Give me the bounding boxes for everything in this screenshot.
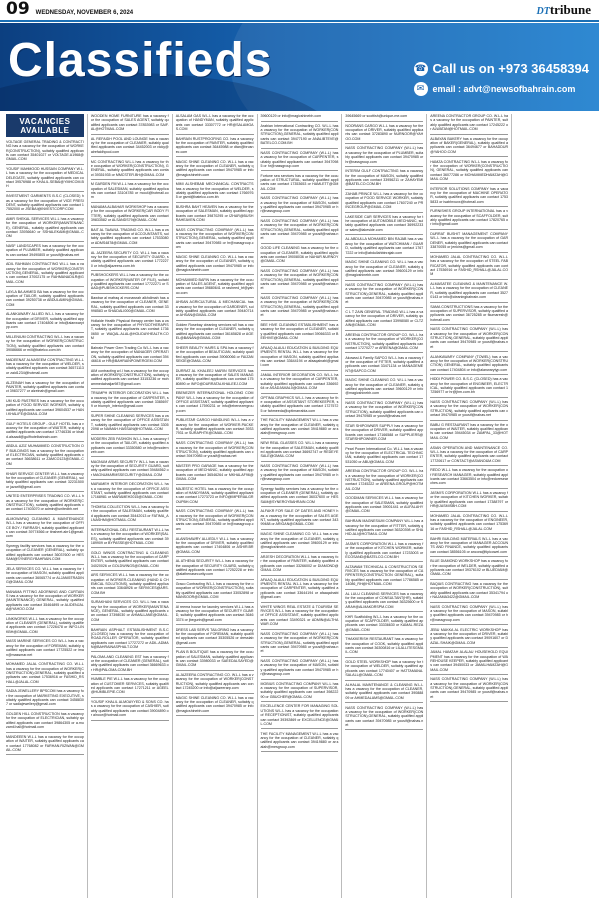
classified-ad: GULF HOTELS GROUP - GULF HOTEL has a vacancy for the occupation of WAITER, suitably qualified applicants can contact 17746336 or khalid.alsaadi@gulfhotelbahrain.com: [6, 422, 84, 443]
classified-ad: ALMASATEE CLEANING & MAINTENANCE W.L.L has a vacancy for the occupation of CLEANER, suitably qualified applicants can contact 35270143 or info@cleaningbahrain.com: [430, 282, 508, 303]
classified-ad: GOLDEN HILL CONSTRUCTION has a vacancy for the occupation of ELECTRICIAN, suitably qualified applicants can contact 39864305 or a.muzamil.hall@hotmail.com: [6, 712, 84, 733]
classified-ad: SAMA CONSTRUCTIONS has a vacancy for the occupation of SUPERVISOR, suitably qualified applicants can contact 36725285 or fkumaresh@hotmail.com: [430, 305, 508, 326]
classified-ad: INTERNATIONAL DELI RESTAURANT W.L.L has a vacancy for the occupation of WORKER(SALES), suitably qualified applicants can contact 39189909 or BYPASSE@HOTMAIL.COM: [91, 528, 169, 549]
classified-ad: GOODMAN SERVICES W.L.L has a vacancy for the occupation of SALESMAN, suitably qualified applicants can contact 39001441 or ALIFALAHY@GMAIL.COM: [345, 496, 423, 517]
classified-ad: UM KUD PASTRIES has a vacancy for the occupation of FOOD SERVICE WORKER, suitably qualified applicants can contact 39604537 or HANI.KHALIFE@GMAIL.COM: [6, 399, 84, 420]
banner-title: Classifieds: [8, 34, 273, 87]
classified-ad: INTERIOR SOLUTIONS COMPANY has a vacancy for the occupation of MACHINE OPERATOR, suitably qualified applicants can contact 17535833 or isabhrxuxx@hotmail.com: [430, 187, 508, 208]
page-number: 09: [6, 0, 30, 19]
classified-ad: LAKESIDE CAR SERVICES has a vacancy for the occupation of AUTOMOBILE MECHANIC, suitably qualified applicants can contact 36992233 or sales@lakeside.com: [345, 215, 423, 236]
classified-ad: AMIR SHEKAL SERVICES W.L.L has a vacancy for the occupation of WORKER(MAINTENANCE), GENERAL, suitably qualified applicants can contact 33936640 or SSHALEKAMI@GMAIL.COM: [6, 217, 84, 242]
classified-ad: MASS MARINE SERVICES CO W.L.L has a vacancy for the occupation of FOREMAN, suitably qualified applicants can contact 17725522 or iman@massmar.net: [6, 639, 84, 660]
classified-ad: EBENEZER INTERNATIONAL HOLDING COMPANY W.L.L has a vacancy for the occupation of OFFICE ASSISTANT, suitably qualified applicants can contact 17590231 or info@ebenezergroup.com: [176, 391, 254, 416]
classified-ad: BLUE DIAMOND WORKSHOP has a vacancy for the occupation of WELDER, suitably qualified applicants can contact 39376102 or BLUEDIAM@GMAIL.COM: [430, 559, 508, 580]
classified-ad: WHITE WINGS REAL ESTATE & TOURISM SERVICES W.L.L has a vacancy for the occupation of OFFICE ASSISTANT, suitably qualified applicants can contact 33490321 or ADMIN@ALTHAWAR.COM: [261, 605, 339, 630]
classified-ad: MAGIC SHINE CLEANING CO. W.L.L has a vacancy for the occupation of CLEANER, suitably qualified applicants can contact 39470985 or info@magicshinebh.com: [176, 696, 254, 717]
classified-ad: ADIL RAHMAN CONTRACTING W.L.L has a vacancy for the occupation of WORKER(CONSTRUCTION),GENERAL, suitably qualified applicants can contact 37002175 or RAHMANADILR@GMAIL.COM: [6, 262, 84, 287]
classified-ad: MILLENIUM CONTRACTING W.L.L has a vacancy for the occupation of WORKER(CONSTRUCTION), suitably qualified applicants can contact 39086666 or mill@batelco.com.bh: [6, 335, 84, 356]
classified-ad: JAMAL HAMZAH ALALAU HOUSEHOLD EQUIPMENT has a vacancy for the occupation of WAREHOUSE KEEPER, suitably qualified applicants can contact 39450033 or JAMALHAMZAH@GMAIL.COM: [430, 650, 508, 675]
classified-ad: GOLD STEEL WORKSHOP has a vacancy for the occupation of WELDER, suitably qualified applicants can contact 17740407 or HATTAMANA.SALALL@GMAIL.COM: [345, 660, 423, 681]
classified-ad: DURRAT AL KHALEEJ MARIN SERVICES has a vacancy for the occupation of SALES MANAGER, suitably qualified applicants can contact 17580890 or INFO@DURRATALKHALEEJ.COM: [176, 369, 254, 390]
classified-ad: AHSAN AGRICULTURAL & MECHANICAL has a vacancy for the occupation of GARDENER, suitably qualified applicants can contact 39440714 or AHSAN@GMAIL.COM: [176, 300, 254, 321]
classified-ad: NASS CONTRACTING COMPANY (W.L.L) has a vacancy for the occupation of PLUMBER, suitably qualified applicants can contact 39470985 or hr@nassgroup.com: [345, 146, 423, 167]
classified-ad: FURNISHES GROUP INTERNATIONAL has a vacancy for the occupation of SCAFFOLDER, suitably qualified applicants can contact 17820765 or info@gmail.com: [430, 209, 508, 230]
classified-ad: ALANSHAWRY ALLIEDLY W.L.L has a vacancy for the occupation of DRIVER, suitably qualified applicants can contact 17404806 or ASHIR.BR@GMAIL.COM: [176, 537, 254, 558]
classified-ad: DURRAT BUSHIT MANAGEMENT COMPANY W.L.L has a vacancy for the occupation of GARDENER, suitably qualified applicants can contact 33870055 or jenkins@gmail.com: [430, 232, 508, 253]
classified-ad: AFAAQ ALAULI EDUCATION & BUILDING EQUIPMENTS RENTAL W.L.L has a vacancy for the occupation of CARPENTER, suitably qualified applicants can contact 33644194 or afaaqalnabi@gmail.com: [261, 578, 339, 603]
classified-ad: HIDDI POWER CO. B.S.C. (CLOSED) has a vacancy for the occupation of ENGINEER, ELECTRICAL, suitably qualified applicants can contact 17256977 or hr@jhm.com.bh: [430, 377, 508, 398]
classified-ad: HAMZA CONTRACTING W.L.L has a vacancy for the occupation of WORKER(CONSTRUCTION), GENERAL, suitably qualified applicants can contact 36077286 or MOHAMMEDHAMZAH@GMAIL.COM: [430, 160, 508, 185]
classified-ad: MAGIC SHINE CLEANING CO. W.L.L has a vacancy for the occupation of CLEANER, suitably qualified applicants can contact 39600129 or info@magicshinebh.com: [345, 378, 423, 399]
classified-ad: BAIT AL TAAWUL TRADING CO. W.L.L has a vacancy for the occupation of ACCOUNTANTS, suitably qualified applicants can contact 17533080 or ADMS4878@GMAIL.COM: [91, 228, 169, 249]
classified-ad: MAJESTIC HOTEL has a vacancy for the occupation of HANDYMAN, suitably qualified applicants can contact 17273723 or INFO@IMPERIALGROUPBH.COM: [176, 487, 254, 508]
classified-ad: BEE HIVE CLEANING ESTABLISHMENT has a vacancy for the occupation of CLEANER, suitably qualified applicants can contact 39066333 or BEEHIVE@GMAIL.COM: [261, 323, 339, 344]
classified-ad: ALANKAWARY COMPANY (TOWEL) has a vacancy for the occupation of WORKER(CONSTRUCTION) GENERAL, suitably qualified applicants can contact 17404804 or info@alanwarytyp.com: [430, 355, 508, 376]
classified-ad: INTERIM GULF CONTRACTING has a vacancy for the occupation of MASON, suitably qualified applicants can contact 33956211 or ZAHAYEMI@BATELCO.COM.BH: [345, 169, 423, 190]
classified-ad: AFAAQ ALAULI EDUCATION & BUILDING EQUIPMENTS RENTAL W.L.L has a vacancy for the occupation of MASON, suitably qualified applicants can contact 33644194 or afaaqalnabi@gmail.com: [261, 346, 339, 371]
phone-text: Call us on +973 36458394: [432, 61, 589, 76]
classified-ad: AREENA CONTRACTOR GROUP CO. W.L.L has a vacancy for the occupation of PAINTER, suitably qualified applicants can contact 17245222 or ALWATAN@HOTMAIL.COM: [430, 114, 508, 135]
classified-ad: JEBU MAKKA AL ELECTRIC WORKSHOP has a vacancy for the occupation of DRIVER, suitably qualified applicants can contact 39091607 or DAZAL.SHAIK@GMAIL.COM: [430, 628, 508, 649]
classified-ad: ALBAYAN BAKERY has a vacancy for the occupation of BAKER(GENERAL), suitably qualified applicants can contact 36494677 or BAHADDUR@YAHOO.COM: [430, 137, 508, 158]
classified-ad: NASS CONTRACTING COMPANY (W.L.L) has a vacancy for the occupation of WORKER(CONSTRUCTION),GENERAL, suitably qualified applicants can contact 39470985 or yousif@nahas.net: [261, 296, 339, 321]
ad-column: [88, 114, 173, 898]
classified-ad: SADIA JEWELLERY BPSCOM has a vacancy for the occupation of MARKETING EXECUTIVE, suitably qualified applicants can contact 34588307 or sadiajewellery@gmail.com: [6, 689, 84, 710]
classified-ad: JAMAL INTERIOR DECORATION CO. W.L.L has a vacancy for the occupation of CARPENTER, suitably qualified applicants can contact 33669264 or ASADJAMAL0@GMAIL.COM: [261, 373, 339, 394]
classified-ad: NASS CONTRACTING COMPANY (W.L.L) has a vacancy for the occupation of WORKER(CONSTRUCTION),GENERAL, suitably qualified applicants can contact 39470985 or yousif@nahas.net: [261, 269, 339, 294]
classified-ad: VOLTAGE GENERAL TRADING & CONTRACTING has a vacancy for the occupation of WORKER(CONSTRUCTION), suitably qualified applicants can contact 35401027 or VOLTAGE.A1968@GMAIL.COM: [6, 140, 84, 165]
classified-ad: MAGIC SHINE CLEANING CO. W.L.L has a vacancy for the occupation of CLEANER, suitably qualified applicants can contact 39470985 or info@magicshinebh.com: [176, 160, 254, 181]
classified-ad: ALSALAM GAS W.L.L has a vacancy for the occupation of HANDYMAN, suitably qualified applicants can contact 33307772 or HR@SALAMGAS.COM: [176, 114, 254, 135]
classified-ad: NASS CONTRACTING COMPANY (W.L.L) has a vacancy for the occupation of WORKER(CONSTRUCTION),GENERAL, suitably qualified applicants can contact 39470985 or yousif@nahas.net: [261, 219, 339, 244]
classified-ad: Golden Rosebay cleaning services wll has a vacancy for the occupation of CLEANER, suitably qualified applicants can contact 36165828 or AGEEL@BANAN@GMAIL.COM: [176, 323, 254, 344]
classified-ad: MODERN ZEB FASHION W.L.L has a vacancy for the occupation of TAILOR, suitably qualified applicants can contact 33350580 or info@modernzeb.com: [91, 437, 169, 458]
classified-ad: ALJAZEERA CONTRACTING CO. W.L.L has a vacancy for the occupation of WORKER(CONSTRUCTION), suitably qualified applicants can contact 17245200 or info@aljazeerarp.com: [176, 673, 254, 694]
classified-ad: MC CONTRACTING W.L.L has a vacancy for the occupation of WORKER(CONSTRUCTION), GENERAL, suitably qualified applicants can contact 39351935 or MMCSTER.BH@GMAIL.COM: [91, 160, 169, 181]
classified-ad: MAGIC SHINE CLEANING CO. W.L.L has a vacancy for the occupation of CLEANER, suitably qualified applicants can contact 39600129 or info@magicshinebh.com: [345, 260, 423, 281]
classified-ad: WOODEN HOME FURNITURE has a vacancy for the occupation of SALES AGENT, suitably qualified applicants can contact 37853983 or SAIF.AL@HOTMAIL.COM: [91, 114, 169, 135]
classified-ad: NASS CONTRACTING COMPANY (W.L.L) has a vacancy for the occupation of CARPENTER, suitably qualified applicants can contact 39470985 or hr@nassgroup.com: [261, 151, 339, 172]
classified-ad: BAQIAS CONTRACTING has a vacancy for the occupation of WORKER(CONSTRUCTION), suitably qualified applicants can contact 35341794 or NAJAMA3422@GMAIL.COM: [430, 582, 508, 603]
classified-ad: Graco Contracting W.L.L has a vacancy for the occupation of WORKER(CONSTRUCTION), suitably qualified applicants can contact 33052898 or MANSOOR@GMAIL.COM: [176, 582, 254, 603]
classified-ad: Akowssi & Family SAPCO W.L.L has a vacancy for the occupation of FITTER, suitably qualified applicants can contact 33471134 or MANAGEMENT@SAPCO.COM: [345, 356, 423, 377]
section-heading: [6, 114, 84, 137]
classified-ad: JASMI'S CORPORATION W.L.L has a vacancy for the occupation of KITCHEN WORKER, suitably qualified applicants can contact 17388797 or HR@JASMISBH.COM: [430, 491, 508, 512]
classified-ad: SHEER BEAUTY HAIRS & SPA has a vacancy for the occupation of BEAUTICIAN, suitably qualified applicants can contact 39060066 or FAIZANSEIGE@GMAIL.COM: [176, 346, 254, 367]
classified-ad: STAR SHIPOWNER SUPPLY has a vacancy for the occupation of DRIVER, suitably qualified applicants can contact 17166588 or SUPPLIERS@STARSHIPOWNER.COM: [345, 424, 423, 445]
classified-ad: ARS SERVICES W.L.L has a vacancy for the occupation of WORKER-CLEANING (HAND & CHEMICAL SOLUTIONS), suitably qualified applicants can contact 33648926 or SERVICES@ARS.COM.BH: [91, 573, 169, 598]
classified-ad: C L T ZAIN GENERAL TRADING W.L.L has a vacancy for the occupation of DRIVER, suitably qualified applicants can contact 33998080 or CLTZAIN@GMAIL.COM: [345, 310, 423, 331]
classified-ad: ALZEINAH has a vacancy for the occupation of PAINTER, suitably qualified applicants can contact 39837277 or alzeinah@gmail.com: [6, 381, 84, 397]
classified-ad: NASS CONTRACTING COMPANY (W.L.L) has a vacancy for the occupation of WORKER(CONSTRUCTION), suitably qualified applicants can contact 39470985 or yousif@nahas.net: [430, 400, 508, 421]
classified-ad: OPTIMA GRAPHICS W.L.L has a vacancy for the occupation of ASSISTANT STOREKEEPER, suitably qualified applicants can contact 17275725 or fahmeeda@optimarrabia.com: [261, 396, 339, 417]
classified-ad: ASIAN OPERATION AND MAINTENANCE CO. W.L.L has a vacancy for the occupation of CARPENTER, suitably qualified applicants can contact 17720617 or CONTACT@ASIANO&M.COM: [430, 446, 508, 467]
section-heading-line1: VACANCIES: [19, 117, 71, 126]
classified-ad: NASS CONTRACTING COMPANY (W.L.L) has a vacancy for the occupation of WORKER(CONSTRUCTION),GENERAL, suitably qualified applicants can contact 39470985 or yousif@nahas.net: [345, 283, 423, 308]
classified-ad: 39645669 or scottish@unique-me.com: [345, 114, 423, 122]
ad-column: [512, 114, 597, 898]
classified-ad: NASS CONTRACTING COMPANY (W.L.L) has a vacancy for the occupation of WORKER(CONSTRUCTION),GENERAL, suitably qualified applicants can contact 39470985 or hr@nassgroup.com: [176, 509, 254, 534]
classified-ad: NASS CONTRACTING COMPANY (W.L.L) has a vacancy for the occupation of WORKER(CONSTRUCTION),GENERAL, suitably qualified applicants can contact 39470985 or yousif@nahas.net: [345, 706, 423, 731]
classified-ad: MOBIUS CONTRACTING COMPANY W.L.L has a vacancy for the occupation of SUPERVISOR, suitably qualified applicants can contact 39822290 or GBUCHER@GMAIL.COM: [261, 682, 339, 703]
classified-ad: LAYLA BA AHMED BA has a vacancy for the occupation of TAILOR, suitably qualified applicants can contact 39250738 or ABDULAMIN@GMAIL.COM: [6, 290, 84, 311]
classified-ad: PUBSHOCKERS W.L.L has a vacancy for the occupation of WORKER(WATER OF FILE), suitably qualified applicants can contact 17722271 or SAAD@PUBSHOCKERS.COM: [91, 273, 169, 294]
section-heading-line2: AVAILABLE: [20, 126, 70, 135]
classified-ad: BABU G RESTAURANT has a vacancy for the occupation of WAITER, suitably qualified applicants can contact 39445034 or ZAMPAL_33@HOTMAIL.COM: [430, 423, 508, 444]
classified-ad: BAHRAIN MAGNESIUM COMPANY W.L.L has a vacancy for the occupation of FITTER, suitably qualified applicants can contact 36320398 or SHAHID.ALI@HOTMAIL.COM: [345, 519, 423, 540]
classified-ad: PALOMA AND CLEANING EST has a vacancy for the occupation of CLEANER (GENERAL), suitably qualified applicants can contact 36669633 or HR@PALOMA.COM.BH: [91, 655, 169, 676]
classified-ad: AL REFAIDH POOL AND LOUNGE has a vacancy for the occupation of CLEANER, suitably qualified applicants can contact 34452003 or vicky@alrefaidhpool.com: [91, 137, 169, 158]
email-row: [414, 82, 589, 96]
classified-ad: MANAMA FITTING ADORNING AND CURTAINS has a vacancy for the occupation of WORKER(MAINTENANCE) GENERAL, suitably qualified applicants can contact 35464895 or ALIDENJALA@YAHOO.COM: [6, 590, 84, 615]
classified-ad: GOLD WINGS CONTRACTING & CLEANING W.L.L has a vacancy for the occupation of CARPENTER, suitably qualified applicants can contact 34020026 or GOLDWINGS@GMAIL.COM: [91, 551, 169, 572]
classified-ad: Fortune sea services has a vacancy for the occupation of STRUCTURAL, suitably qualified applicants can contact 17353653 or HAMLETT@GMAIL.COM: [261, 174, 339, 195]
classified-ad: UNITED ENTERPRISES TRADING CO. W.L.L has a vacancy for the occupation of WORKER(CONSTRUCTION), suitably qualified applicants can contact 17403070 or admin@unitedbh.net: [6, 494, 84, 515]
classified-ad: AREENA CONTRACTOR GROUP CO. W.L.L has a vacancy for the occupation of WORKER(CONSTRUCTION), suitably qualified applicants can contact 17270277 or AREENA@GMAIL.COM: [345, 333, 423, 354]
classified-ad: ARJESH DECORATION W.L.L has a vacancy for the occupation of PAINTER, suitably qualified applicants can contact 33266002 or DIAMOND@GMAIL.COM: [261, 555, 339, 576]
classified-ad: JELA SERVICES CO. W.L.L has a vacancy for the occupation of MASON, suitably qualified applicants can contact 36065774 or ALJANI5TRADING@GMAIL.COM: [6, 567, 84, 588]
classified-ad: NASS CONTRACTING COMPANY (W.L.L) has a vacancy for the occupation of MASON, suitably qualified applicants can contact 39470985 or hr@nassgroup.com: [261, 659, 339, 680]
ad-columns: [3, 114, 597, 898]
classified-ad: NASF LANDSCAPES has a vacancy for the occupation of PLUMBER, suitably qualified applicants can contact 39490805 or yousif@nahas.net: [6, 244, 84, 260]
classified-ad: THAKKERISH RESTAURANT has a vacancy for the occupation of COOK, suitably qualified applicants can contact 36300816 or LILALLITESGMAIL.COM: [345, 637, 423, 658]
classified-ad: AL ABDULLA MOHAMED BIN RAJAB has a vacancy for the occupation of WATCHMAN / GUARD, suitably qualified applicants can contact 17677222 or info@abdullahbinrajab.com: [345, 237, 423, 258]
ad-column: [3, 114, 88, 898]
classified-ad: Bahrain Power Gem Trading Co W.L.L has a vacancy for the occupation of MANAGER OPERATION, suitably qualified applicants can contact 39446616 or HR@BAHRAINPOWERGEM.COM: [91, 346, 169, 367]
classified-ad: Synergy facility services has a vacancy for the occupation of CLEANER (GENERAL), suitably qualified applicants can contact 36037600 or HESSAM@SYNERGYBAHRAIN.COM: [261, 487, 339, 508]
classified-ad: MAGNUM ARMS SECURITY W.L.L has a vacancy for the occupation of SECURITY GUARD, suitably qualified applicants can contact 39484562 or MAGNUMARMSSECURITY@GMAIL.COM: [91, 460, 169, 481]
classified-ad: NASS CONTRACTING COMPANY (W.L.L) has a vacancy for the occupation of MASON, suitably qualified applicants can contact 39470985 or hr@nassgroup.com: [430, 605, 508, 626]
classified-ad: NASS CONTRACTING COMPANY (W.L.L) has a vacancy for the occupation of WORKER(CONSTRUCTION), suitably qualified applicants can contact 39470985 or yousif@nahas.net: [176, 441, 254, 462]
classified-ad: MIMI ALSHEBAB MECHANICAL CONTRACTS has a vacancy for the occupation of WELDER, suitably qualified applicants can contact 17669765 or gsmt@batelco.com.bh: [176, 182, 254, 203]
classified-ad: JASMI'S CORPORATION W.L.L has a vacancy for the occupation of KITCHEN WORKER, suitably qualified applicants can contact 17233003 or ECOSAND@BATELCO.COM.BH: [345, 542, 423, 563]
classified-ad: AREENA CONTRACTOR GROUP CO. W.L.L has a vacancy for the occupation of WORKER(CONSTRUCTION), suitably qualified applicants can contact 17245222 or AREENA.GROUP@HOTMAIL.COM: [345, 469, 423, 494]
masthead-logo: [536, 3, 591, 18]
classified-ad: Synergy facility services has a vacancy for the occupation of CLEANER (GENERAL), suitably qualified applicants can contact 36037600 or HESSAM@SYNERGYBAHRAIN.COM: [6, 544, 84, 565]
classified-ad: ALTAWAM TECHNICAL & CONSTRUCTION SERVICES has a vacancy for the occupation of CARPENTER(CONSTRUCTION GENERAL), suitably qualified applicants can contact 17786585 or 14086_RH@HOTMAIL.COM: [345, 565, 423, 590]
classified-ad: NASS CONTRACTING COMPANY (W.L.L) has a vacancy for the occupation of MASON, suitably qualified applicants can contact 39470985 or hr@nassgroup.com: [261, 464, 339, 485]
classified-ad: NASS CONTRACTING COMPANY (W.L.L) has a vacancy for the occupation of WORKER(CONSTRUCTION),GENERAL, suitably qualified applicants can contact 39470985 or hr@nassgroup.com: [176, 228, 254, 253]
phone-icon: ☎: [414, 63, 427, 74]
classified-ad: THE FACILITY MANAGEMENT W.L.L has a vacancy for the occupation of CLEANER, suitably qualified applicants can contact 39419880 or ar.salah@mesgroup.com: [261, 418, 339, 439]
classified-ad: Bawbar al mafraq al monawrah alkhdimah has a vacancy for the occupation of CLEANER, GENERAL, suitably qualified applicants can contact 33998583 or SHAIDALI000@GMAIL.COM: [91, 296, 169, 317]
classified-ad: AL LULU CLEANING SERVICES has a vacancy for the occupation of CONSULTANT(HR), suitably qualified applicants can contact 36325600 or SARAH@ALMAKDRSPM.COM: [345, 592, 423, 613]
contact-info: [414, 61, 589, 102]
classified-ad: NEW REAL GLASSES CO. W.L.L has a vacancy for the occupation of SALESMAN, suitably qualified applicants can contact 36692747 or REDEYESALE@GMAIL.COM: [261, 441, 339, 462]
classified-ad: BUSHRA BAHT HEAVEN has a vacancy for the occupation of SALESMAN, suitably qualified applicants can contact 39870295 or IZHAR@BUSHRAHEAVEN.COM: [176, 205, 254, 226]
classified-ad: AIM contracting w.l.l has a vacancy for the occupation of WORKER(CONSTRUCTION), suitably qualified applicants can contact 33153236 or mohammedalnaijar987@gmail.com: [91, 369, 169, 390]
classified-ad: MANDEEEN W.L.L has a vacancy for the occupation of WAITER, suitably qualified applicants can contact 17768082 or FARHAN.RIZWAN@GMAIL.COM: [6, 735, 84, 756]
classified-ad: ALMOWAFAQ CLEANING & MAINTENANCE W.L.L has a vacancy for the occupation of OFFICE BOY / FARRASH, suitably qualified applicants can contact 39774566 or tinsheet.alrr1@gmail.com: [6, 517, 84, 542]
email-icon: ✉: [414, 82, 428, 96]
classified-ad: MOHAMED JALAL CONTRACTING CO. W.L.L has a vacancy for the occupation of STEEL FABRICATOR, suitably qualified applicants can contact 17536916 or FASHID_RSHALL@JALAL.COM: [430, 255, 508, 280]
classified-ad: YOUSIF KHALIL ALMOAYYED & SONS CO. has a vacancy for the occupation of CASHIER, suitably qualified applicants can contact 39004890 or alnoor@hotmail.com: [91, 700, 169, 721]
classified-ad: BAHRAIN RUSTPROOFING CO. has a vacancy for the occupation of PAINTER, suitably qualified applicants can contact 36445988 or dtan@brusnec.com: [176, 137, 254, 158]
classified-ad: MASTER PRO GARAGE has a vacancy for the occupation of MECHANIC, suitably qualified applicants can contact 36546264 or MKHALAF96@GMAIL.COM: [176, 464, 254, 485]
classified-ad: REDO W.L.L has a vacancy for the occupation of RESEARCH MANAGER, suitably qualified applicants can contact 33663504 or info@redoresearches.com: [430, 468, 508, 489]
masthead-logo-prefix: DT: [536, 6, 550, 17]
masthead-logo-name: tribune: [549, 2, 591, 17]
ad-column: [427, 114, 512, 898]
classified-ad: TRIUMPH INTERIOR DECORATION W.L.L has a vacancy for the occupation of CARPENTER, suitably qualified applicants can contact 33656979 or triumph_interior@gmail.com: [91, 391, 169, 412]
phone-row: [414, 61, 589, 76]
classified-ad: AL ATHENA SECURITY W.L.L has a vacancy for the occupation of SECURITY GUARD, suitably qualified applicants can contact 17252228 or info@alathenasecurity.com: [176, 559, 254, 580]
classified-ad: ALHALAL MAINTENANCE & CLEANING W.L.L has a vacancy for the occupation of CLEANER, suitably qualified applicants can contact 39088809 or AHMEDALAMS@GMAIL.COM: [345, 683, 423, 704]
classified-ad: THE FACILITY MANAGEMENT W.L.L has a vacancy for the occupation of CLEANER, suitably qualified applicants can contact 39419880 or ar.salah@mesgroup.com: [261, 732, 339, 753]
classified-ad: Pearl Power International Co. W.L.L has a vacancy for the occupation of ELECTRICAL TECHNICIAN, suitably qualified applicants can contact 17531050 or ABU@GMAIL.COM: [345, 447, 423, 468]
classified-ad: KHR Scaffolding W.L.L has a vacancy for the occupation of SCAFFOLDER, suitably qualified applicants can contact 33336630 or KAMAL.REZA@GMAIL.COM: [345, 615, 423, 636]
classified-ad: NASS CONTRACTING COMPANY (W.L.L) has a vacancy for the occupation of WORKER(CONSTRUCTION), suitably qualified applicants can contact 39470985 or yousif@nahas.net: [345, 401, 423, 422]
classified-ad: DRESS LAB SERVS TAILORING has a vacancy for the occupation of FOREMAN, suitably qualified applicants can contact 35305526 or dresslab@gmail.com: [176, 628, 254, 649]
classified-ad: MADEENAT ALNASEEM CONTRACTING W.L.L has a vacancy for the occupation of WELDER, suitably qualified applicants can contact 36571113 or zaid1234@hotmail.com: [6, 358, 84, 379]
classified-ad: GOOD LIFE CLEANING has a vacancy for the occupation of CLEANER, suitably qualified applicants can contact 39008036 or NAHAR.NURNOY@GMAIL.COM: [261, 246, 339, 267]
classified-ad: MAGIC SHINE CLEANING CO. W.L.L has a vacancy for the occupation of CLEANER, suitably qualified applicants can contact 39600129 or info@magicshinebh.com: [261, 532, 339, 553]
classified-ad: NASS CONTRACTING COMPANY (W.L.L) has a vacancy for the occupation of MASON, suitably qualified applicants can contact 39470985 or hr@nassgroup.com: [261, 196, 339, 217]
classified-ad: THOMSA COLLECTION W.L.L has a vacancy for the occupation of SALESMAN, suitably qualified applicants can contact 35442013 or FATIMA_ALNASHMI@HOTMAIL.COM: [91, 505, 169, 526]
classified-ad: M GARDEN FM W.L.L has a vacancy for the occupation of SALESMAN, suitably qualified applicants can contact 33104785 or moo4@hotmail.com: [91, 182, 169, 203]
classified-ad: AL JAZEERA SECURITY CO. W.L.L has a vacancy for the occupation of SECURITY GUARD, suitably qualified applicants can contact 17722270 or info@aljazeera.com.bh: [91, 251, 169, 272]
classified-ad: MANAMA ALBAHAR WORKSHOP has a vacancy for the occupation of WORKER(CAR BODY FITTER), suitably qualified applicants can contact 39833582 or ALSANDS79@GMAIL.COM: [91, 205, 169, 226]
page-header: [0, 0, 599, 22]
email-text: email : advt@newsofbahrain.com: [432, 84, 576, 94]
classified-ad: SURAKHANI SERVICES CO. W.L.L has a vacancy for the occupation of WORKER(MAINTENANCE), GENERAL, suitably qualified applicants can contact 37398030 or AHMALLANE@GMAIL.COM: [91, 600, 169, 625]
classified-ad: BAHRAIN ASPHALT ESTABLISHMENT B.S.C (CLOSED) has a vacancy for the occupation of ROAD-ROLLER OPERATOR, suitably qualified applicants can contact 17727272 or ADIL.ADMAN@BAHRAINASPHALT.COM: [91, 628, 169, 653]
classified-ad: EXCELLENCE CENTER FOR MANAGING SOLUTIONS W.L.L has a vacancy for the occupation of RECEPTIONIST, suitably qualified applicants can contact 39392869 or EXCELLENCE@GMAIL.COM: [261, 704, 339, 729]
classified-ad: Hollaide Health Physical therapy center has a vacancy for the occupation of PHYSIOTHERAPIST, suitably qualified applicants can contact 17360650 or WAQAL.ALAL@HOLIDAYHEALTH.COM: [91, 319, 169, 344]
classified-ad: MARAMEH INTERIOR DECORATION W.L.L has a vacancy for the occupation of OFFICE ASSISTANT, suitably qualified applicants can contact 17168981 or MARAMEH2015@GMAIL.COM: [91, 482, 169, 503]
classified-ad: MOHAMED JALAL CONTRACTING CO. W.L.L has a vacancy for the occupation of ENGINEER, suitably qualified applicants can contact 17536916 or FASHID_RSHALL@JALAL.COM: [430, 514, 508, 535]
classified-ad: MAGIC SHINE CLEANING CO. W.L.L has a vacancy for the occupation of CLEANER, suitably qualified applicants can contact 39470985 or info@magicshinebh.com: [176, 255, 254, 276]
classified-ad: Al reema house for laundry services W.L.L has a vacancy for the occupation of SECURITY GUARD, suitably qualified applicants can contact 36463374 or jbegurin@gmail.com: [176, 605, 254, 626]
classified-ad: SUPER SHINE CLEANING SERVICES has a vacancy for the occupation of OFFICE ASSISTANT, suitably qualified applicants can contact 33052098 or NAIMAH.HASSAN@HOTMAIL.COM: [91, 414, 169, 435]
classified-ad: NASS CONTRACTING COMPANY (W.L.L) has a vacancy for the occupation of WORKER(CONSTRUCTION),GENERAL, suitably qualified applicants can contact 39470985 or yousif@nahas.net: [261, 632, 339, 657]
issue-date: WEDNESDAY, NOVEMBER 6, 2024: [35, 10, 134, 16]
classifieds-banner: [0, 23, 599, 111]
classified-ad: YOUSIF MAHMOOD HUSSAIN COMPANY W.L.L has a vacancy for the occupation of MEDICAL DELEGATE, suitably qualified applicants can contact 39576988 or KHALIL.SEBAI@YMHCOM.BH: [6, 167, 84, 192]
classified-ad: ALANKAWARY ALLIED W.L.L has a vacancy for the occupation of DRIVER, suitably qualified applicants can contact 17404806 or info@alanwarytyp.com: [6, 312, 84, 333]
classified-ad: PUBLISTAR CARGO HANDLING W.L.L has a vacancy for the occupation of WORKER-PACKER, suitably qualified applicants can contact 39337931 or SURAPHTK@GMAIL.COM: [176, 418, 254, 439]
classified-ad: ALFAKR FOR SALE OF DATES AND HONEY has a vacancy for the occupation of SALES AGENT, suitably qualified applicants can contact 34399488 or ARIGAN@GMAIL.COM: [261, 509, 339, 530]
classified-ad: 39600129 or info@magicshinebh.com: [261, 114, 339, 122]
classified-ad: BAHRI BUILDING MATERIALS W.L.L has a vacancy for the occupation of MANAGER ACCOUNTS AND FINANCE, suitably qualified applicants can contact 38556105 or ancora@tipicowel.com: [430, 537, 508, 558]
classified-ad: Arabian International Contracting CO. W.L.L has a vacancy for the occupation of WORKER(CONSTRUCTION),GENERAL, suitably qualified applicants can contact 39477190 or ANALIBTEVE@BATELCO.COM.BH: [261, 124, 339, 149]
classified-ad: MOHAMMED BAFIN has a vacancy for the occupation of SALES AGENT, suitably qualified applicants can contact 39880641 or rasheed_bf@yahoo.com: [176, 278, 254, 299]
classified-ad: HUMBLE PIE W.L.L has a vacancy for the occupation of CUSTOMER SERVICES, suitably qualified applicants can contact 17271211 or AGEEL@HUMBLEPIE.COM: [91, 677, 169, 698]
classified-ad: PLAN B BOUTIQUE has a vacancy for the occupation of SALESMAN, suitably qualified applicants can contact 33980033 or SAEEDALSAYED@GMAIL.COM: [176, 650, 254, 671]
classified-ad: LINKWORKS W.L.L has a vacancy for the occupation of CLEANER (GENERAL), suitably qualified applicants can contact 17226478 or INFO.LINKBH@GMAIL.COM: [6, 617, 84, 638]
classified-ad: KHAIR SERVICE CENTER W.L.L has a vacancy for the occupation of CLEANER (GENERAL), suitably qualified applicants can contact 32231500 or jazarifi@gmail.com: [6, 472, 84, 493]
classified-ad: MOHAMED JALAL CONTRACTING CO. W.L.L has a vacancy for the occupation of WORKER(CONSTRUCTION),GENERAL, suitably qualified applicants can contact 17536916 or FASHID_RSHALL@JALAL.COM: [6, 662, 84, 687]
classified-ad: NASS CONTRACTING COMPANY (W.L.L) has a vacancy for the occupation of WORKER(CONSTRUCTION),GENERAL, suitably qualified applicants can contact 39470985 or yousif@nahas.net: [430, 327, 508, 352]
classified-ad: ABDUL AZIZ MUHAMMED CONSTRUCTION OF BUILDINGS has a vacancy for the occupation of ELECTRICIAN, suitably qualified applicants can contact 36638611 or ZAMCO123@GMAIL.COM: [6, 444, 84, 469]
classified-ad: ZAHAB PRINCE W.L.L has a vacancy for the occupation of FOOD SERVICE WORKER, suitably qualified applicants can contact 17607240 or PRINCEGROUP@GMAIL.COM: [345, 192, 423, 213]
ad-column: [258, 114, 343, 898]
ad-column: [173, 114, 258, 898]
classified-ad: NASS CONTRACTING COMPANY (W.L.L) has a vacancy for the occupation of WORKER(CONSTRUCTION),GENERAL, suitably qualified applicants can contact 39470985 or yousif@nahas.net: [430, 677, 508, 702]
classified-ad: NOORANS CARGO W.L.L has a vacancy for the occupation of DRIVER, suitably qualified applicants can contact 37283890 or NURNOOR@YAHOO.COM: [345, 124, 423, 145]
ad-column: [342, 114, 427, 898]
classified-ad: INVESTMENT GARMENTS B.S.C (CLOSED) has a vacancy for the occupation of VICE PRESIDENT, suitably qualified applicants can contact 17552000 or JSEBAI@INVESTCORP.COM: [6, 194, 84, 215]
